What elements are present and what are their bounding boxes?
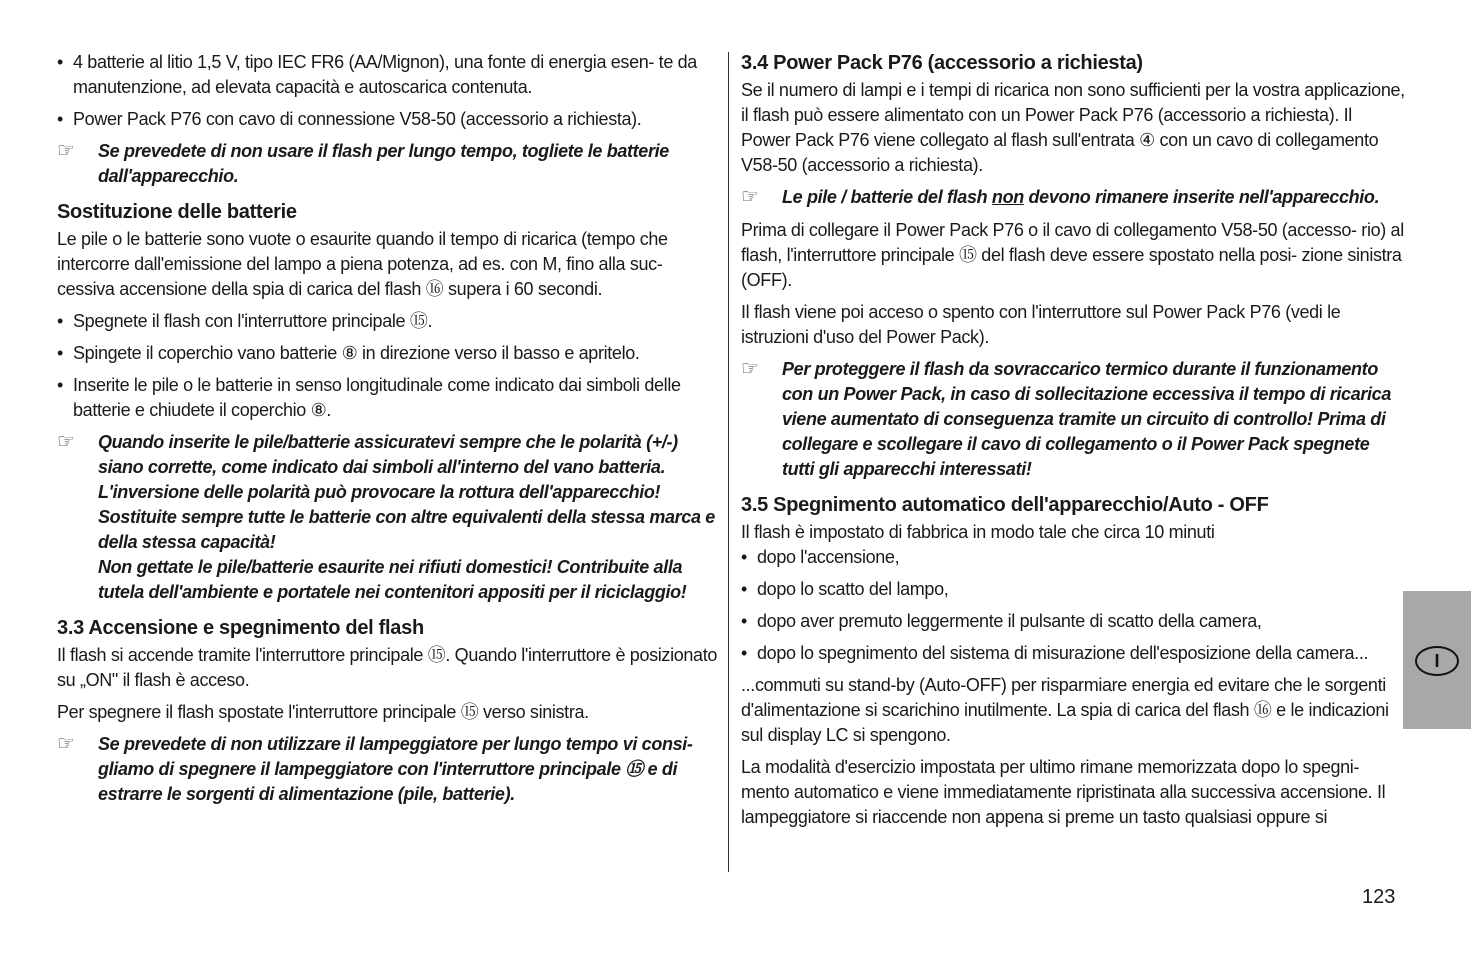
list-item-text: 4 batterie al litio 1,5 V, tipo IEC FR6 (AA/Mignon), una fonte di energia esen- te da manutenzione, ad elevata capacità e autoscarica contenuta. — [73, 52, 697, 97]
paragraph: Il flash viene poi acceso o spento con l'interruttore sul Power Pack P76 (vedi le istruzioni d'uso del Power Pack). — [741, 302, 1341, 347]
pointing-hand-icon: ☞ — [57, 140, 75, 162]
note-text: Le pile / batterie del flash — [782, 187, 992, 207]
paragraph: ...commuti su stand-by (Auto-OFF) per risparmiare energia ed evitare che le sorgenti d'alimentazione si scarichino inutilmente. La spia di carica del flash ⑯ e le indicazioni sul display LC si spengono. — [741, 675, 1389, 745]
bullet-icon: • — [57, 109, 63, 129]
bullet-icon: • — [57, 311, 63, 331]
list-item-text: Power Pack P76 con cavo di connessione V58-50 (accessorio a richiesta). — [73, 109, 642, 129]
list-item-text: dopo lo spegnimento del sistema di misurazione dell'esposizione della camera... — [757, 643, 1369, 663]
list-item — [57, 341, 719, 366]
paragraph: La modalità d'esercizio impostata per ultimo rimane memorizzata dopo lo spegni- mento automatico e viene immediatamente ripristinata alla successiva accensione. Il lampeggiatore si riaccende non appena si preme un tasto qualsiasi oppure si — [741, 757, 1386, 827]
pointing-hand-icon: ☞ — [57, 733, 75, 755]
note-text: Non gettate le pile/batterie esaurite nei rifiuti domestici! Contribuite alla tutela dell'ambiente e portatele nei contenitori appositi per il riciclaggio! — [98, 557, 687, 602]
page-number: 123 — [1362, 886, 1396, 908]
section-heading: 3.4 Power Pack P76 (accessorio a richiesta) — [741, 52, 1143, 74]
bullet-icon: • — [57, 375, 63, 395]
note-text-underlined: non — [991, 187, 1024, 207]
paragraph: Se il numero di lampi e i tempi di ricarica non sono sufficienti per la vostra applicazione, il flash può essere alimentato con un Power Pack P76 (accessorio a richiesta). Il Power Pack P76 viene collegato al flash sull'entrata ④ con un cavo di collegamento V58-50 (accessorio a richiesta). — [741, 80, 1405, 175]
list-item — [741, 545, 1405, 570]
bullet-icon: • — [57, 343, 63, 363]
bullet-icon: • — [57, 52, 63, 72]
pointing-hand-icon: ☞ — [57, 431, 75, 453]
language-badge: I — [1415, 646, 1459, 676]
list-item-text: dopo l'accensione, — [757, 547, 900, 567]
note-text: Quando inserite le pile/batterie assicuratevi sempre che le polarità (+/-) siano corrette, come indicato dai simboli all'interno del vano batteria. L'inversione delle polarità può provocare la rottura dell'apparecchio! Sostituite sempre tutte le batterie con altre equivalenti della stessa marca e della stessa capacità! — [98, 432, 715, 552]
right-column — [741, 50, 1405, 837]
note-text: Per proteggere il flash da sovraccarico termico durante il funzionamento con un Power Pack, in caso di sollecitazione eccessiva il tempo di ricarica viene aumentato di conseguenza tramite un circuito di controllo! Prima di collegare e scollegare il cavo di collegamento o il Power Pack spegnete tutti gli apparecchi interessati! — [782, 359, 1392, 479]
note-text: Se prevedete di non utilizzare il lampeggiatore per lungo tempo vi consi- gliamo di spegnere il lampeggiatore con l'interruttore principale ⑮ e di estrarre le sorgenti di alimentazione (pile, batterie). — [98, 734, 693, 804]
bullet-icon: • — [741, 611, 747, 631]
bullet-icon: • — [741, 579, 747, 599]
list-item — [741, 641, 1405, 666]
note-text: Se prevedete di non usare il flash per lungo tempo, togliete le batterie dall'apparecchio. — [98, 141, 669, 186]
list-item — [57, 50, 719, 100]
left-column — [57, 50, 719, 815]
list-item — [741, 577, 1405, 602]
note — [57, 139, 719, 189]
paragraph: Per spegnere il flash spostate l'interruttore principale ⑮ verso sinistra. — [57, 702, 589, 722]
bullet-icon: • — [741, 547, 747, 567]
note-text: devono rimanere inserite nell'apparecchio. — [1023, 187, 1380, 207]
note — [57, 430, 719, 605]
paragraph: Il flash si accende tramite l'interruttore principale ⑮. Quando l'interruttore è posizionato su „ON" il flash è acceso. — [57, 645, 718, 690]
note — [57, 732, 719, 807]
list-item-text: dopo aver premuto leggermente il pulsante di scatto della camera, — [757, 611, 1262, 631]
paragraph: Il flash è impostato di fabbrica in modo tale che circa 10 minuti — [741, 522, 1215, 542]
section-heading: Sostituzione delle batterie — [57, 201, 297, 223]
section-heading: 3.5 Spegnimento automatico dell'apparecchio/Auto - OFF — [741, 494, 1269, 516]
list-item-text: dopo lo scatto del lampo, — [757, 579, 949, 599]
bullet-icon: • — [741, 643, 747, 663]
note — [741, 185, 1405, 210]
list-item — [57, 107, 719, 132]
language-tab — [1403, 591, 1471, 729]
pointing-hand-icon: ☞ — [741, 186, 759, 208]
section-heading: 3.3 Accensione e spegnimento del flash — [57, 617, 424, 639]
list-item — [57, 373, 719, 423]
column-divider — [728, 52, 729, 872]
paragraph: Prima di collegare il Power Pack P76 o il cavo di collegamento V58-50 (accesso- rio) al flash, l'interruttore principale ⑮ del flash deve essere spostato nella posi- zione sinistra (OFF). — [741, 220, 1404, 290]
note — [741, 357, 1405, 482]
list-item — [57, 309, 719, 334]
list-item — [741, 609, 1405, 634]
list-item-text: Inserite le pile o le batterie in senso longitudinale come indicato dai simboli delle batterie e chiudete il coperchio ⑧. — [73, 375, 681, 420]
list-item-text: Spingete il coperchio vano batterie ⑧ in direzione verso il basso e apritelo. — [73, 343, 640, 363]
paragraph: Le pile o le batterie sono vuote o esaurite quando il tempo di ricarica (tempo che intercorre dall'emissione del lampo a piena potenza, ad es. con M, fino alla suc- cessiva accensione della spia di carica del flash ⑯ supera i 60 secondi. — [57, 229, 668, 299]
list-item-text: Spegnete il flash con l'interruttore principale ⑮. — [73, 311, 433, 331]
pointing-hand-icon: ☞ — [741, 358, 759, 380]
